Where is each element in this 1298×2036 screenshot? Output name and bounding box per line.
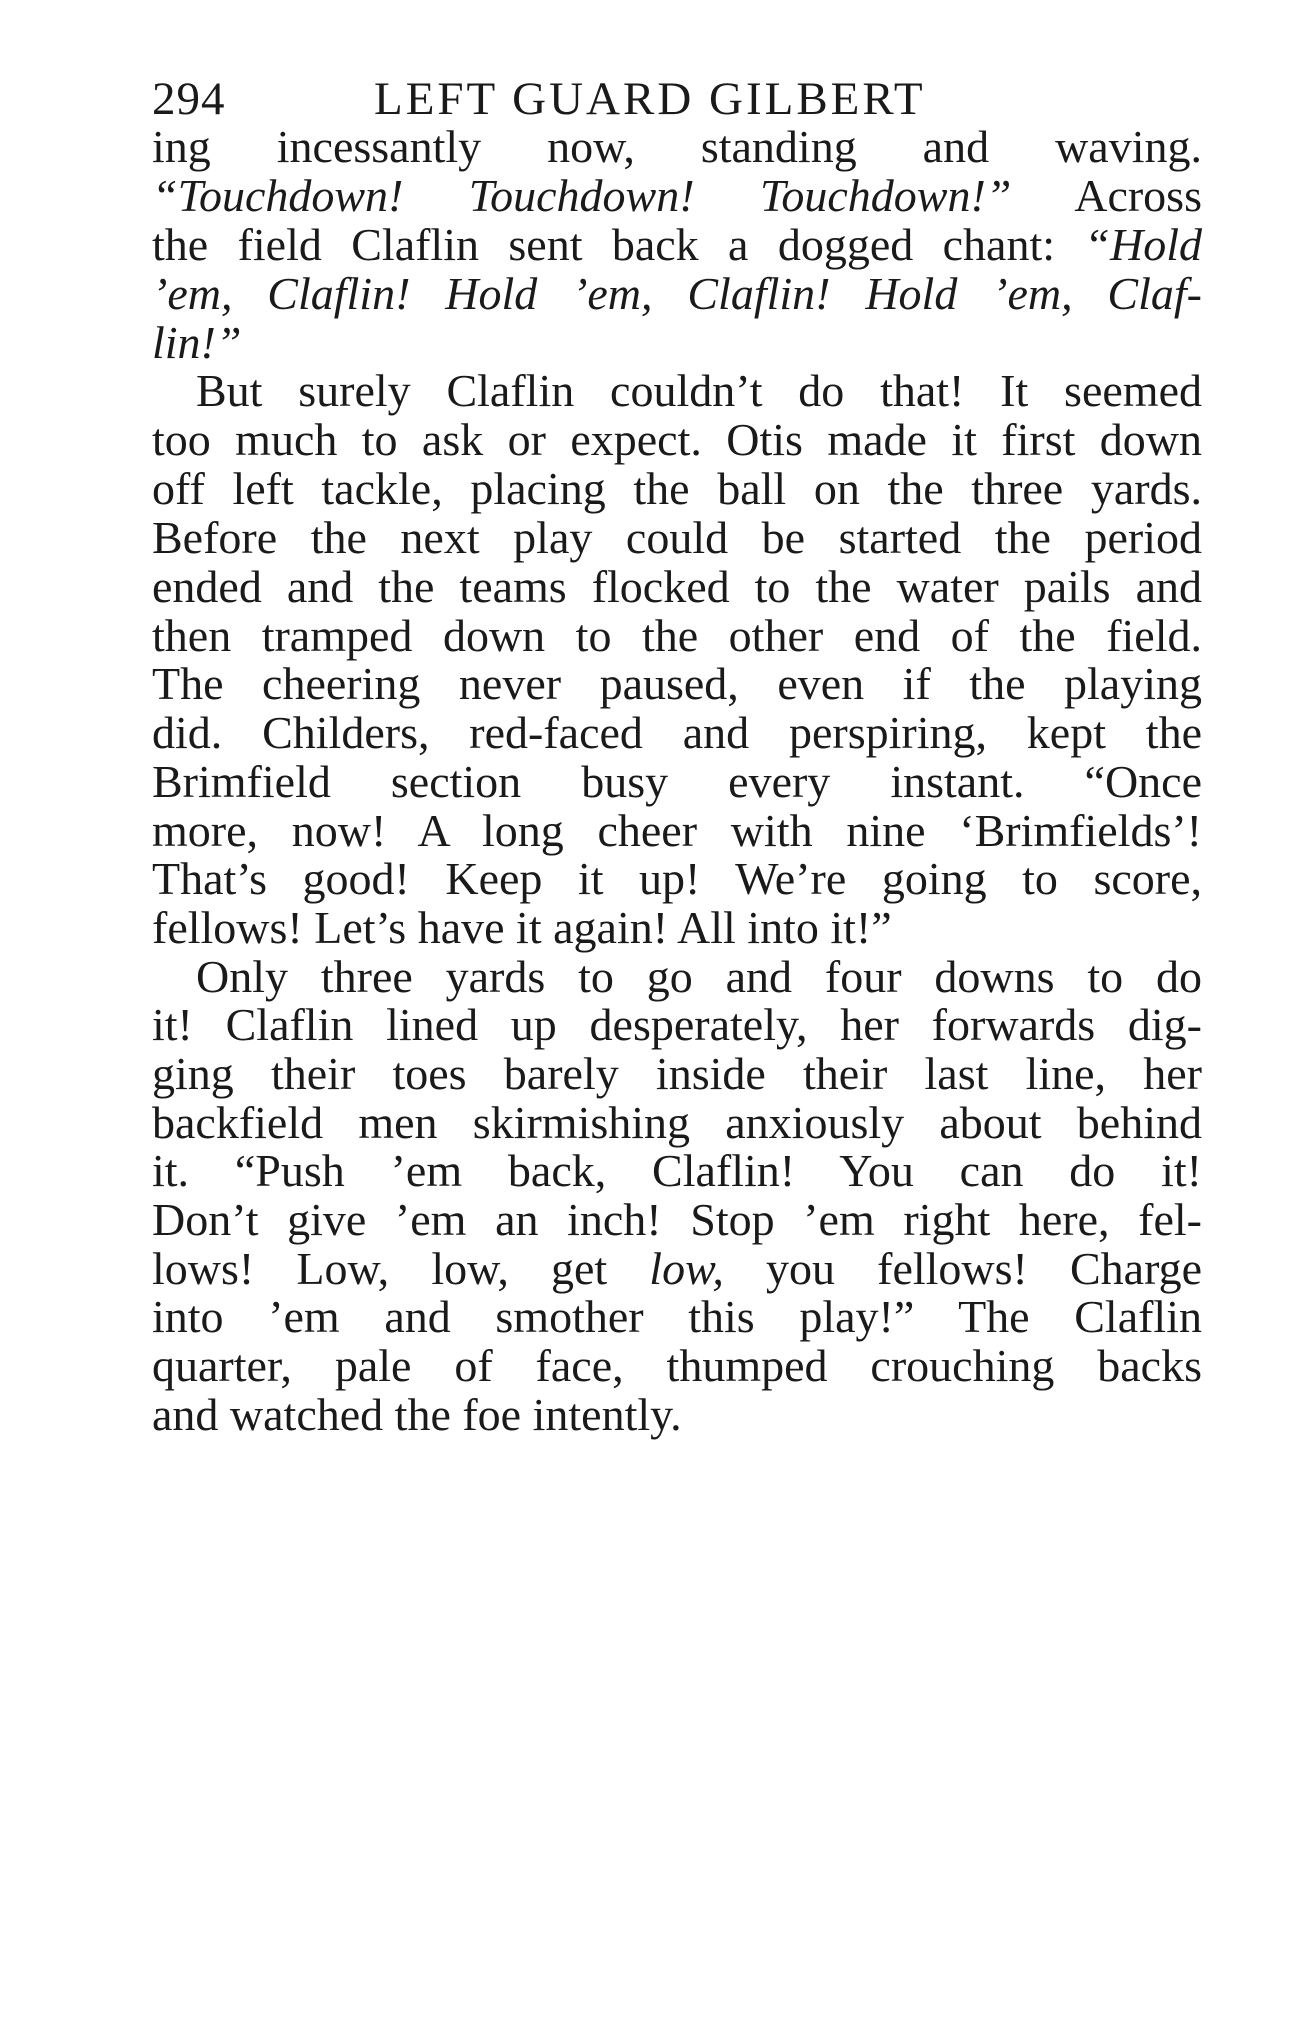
text-segment: backfield men skirmishing anxiously about behind bbox=[152, 1097, 1202, 1148]
text-line bbox=[152, 1096, 1202, 1150]
text-segment: But surely Claflin couldn’t do that! It seemed bbox=[196, 365, 1202, 416]
text-line bbox=[152, 1339, 1202, 1393]
text-line bbox=[152, 1193, 1202, 1247]
text-segment: and watched the foe intently. bbox=[152, 1389, 682, 1440]
text-line bbox=[152, 511, 1202, 565]
text-segment: into ’em and smother this play!” The Claflin bbox=[152, 1291, 1202, 1342]
text-line bbox=[152, 1388, 1202, 1442]
text-line bbox=[152, 560, 1202, 614]
text-line bbox=[152, 706, 1202, 760]
text-line bbox=[152, 609, 1202, 663]
text-line bbox=[152, 901, 1202, 955]
text-line bbox=[152, 755, 1202, 809]
text-line bbox=[152, 120, 1202, 174]
text-segment: The cheering never paused, even if the playing bbox=[152, 658, 1202, 709]
text-segment: fellows! Let’s have it again! All into it!” bbox=[152, 902, 892, 953]
text-segment: it. “Push ’em back, Claflin! You can do it! bbox=[152, 1145, 1202, 1196]
text-line bbox=[152, 852, 1202, 906]
text-line bbox=[152, 364, 1202, 418]
text-segment: you fellows! Charge bbox=[723, 1243, 1202, 1294]
text-line bbox=[152, 804, 1202, 858]
text-segment: then tramped down to the other end of the field. bbox=[152, 610, 1202, 661]
text-segment: too much to ask or expect. Otis made it first down bbox=[152, 414, 1202, 465]
text-line bbox=[152, 1047, 1202, 1101]
text-line bbox=[152, 1242, 1202, 1296]
text-segment: lows! Low, low, get bbox=[152, 1243, 650, 1294]
text-segment: off left tackle, placing the ball on the three yards. bbox=[152, 463, 1202, 514]
text-segment: Before the next play could be started the period bbox=[152, 512, 1202, 563]
text-segment: Don’t give ’em an inch! Stop ’em right here, fel- bbox=[152, 1194, 1202, 1245]
text-segment: ging their toes barely inside their last line, her bbox=[152, 1048, 1202, 1099]
text-segment: That’s good! Keep it up! We’re going to score, bbox=[152, 853, 1202, 904]
book-page bbox=[152, 0, 1202, 2036]
text-segment: Only three yards to go and four downs to do bbox=[196, 951, 1202, 1002]
text-segment: ing incessantly now, standing and waving. bbox=[152, 121, 1202, 172]
text-line bbox=[152, 998, 1202, 1052]
text-segment: Across bbox=[1011, 170, 1202, 221]
text-line bbox=[152, 316, 1202, 370]
text-line bbox=[152, 169, 1202, 223]
text-line bbox=[152, 218, 1202, 272]
page-number: 294 bbox=[152, 73, 226, 125]
text-segment: the field Claflin sent back a dogged chant: bbox=[152, 219, 1085, 270]
text-line bbox=[152, 413, 1202, 467]
text-line bbox=[152, 657, 1202, 711]
text-line bbox=[152, 267, 1202, 321]
text-line bbox=[152, 1144, 1202, 1198]
text-line bbox=[152, 950, 1202, 1004]
italic-text: low, bbox=[649, 1243, 724, 1294]
text-segment: it! Claflin lined up desperately, her forwards dig- bbox=[152, 999, 1202, 1050]
text-line bbox=[152, 1290, 1202, 1344]
italic-text: “Hold bbox=[1084, 219, 1202, 270]
text-segment: did. Childers, red-faced and perspiring, kept the bbox=[152, 707, 1202, 758]
text-segment: more, now! A long cheer with nine ‘Brimfields’! bbox=[152, 805, 1202, 856]
text-segment: quarter, pale of face, thumped crouching backs bbox=[152, 1340, 1202, 1391]
text-line bbox=[152, 462, 1202, 516]
text-segment: ended and the teams flocked to the water pails and bbox=[152, 561, 1202, 612]
italic-text: lin!” bbox=[152, 317, 242, 368]
running-head: LEFT GUARD GILBERT bbox=[374, 73, 926, 125]
italic-text: “Touchdown! Touchdown! Touchdown!” bbox=[152, 170, 1012, 221]
text-segment: Brimfield section busy every instant. “Once bbox=[152, 756, 1202, 807]
italic-text: ’em, Claflin! Hold ’em, Claflin! Hold ’em, Claf- bbox=[152, 268, 1202, 319]
